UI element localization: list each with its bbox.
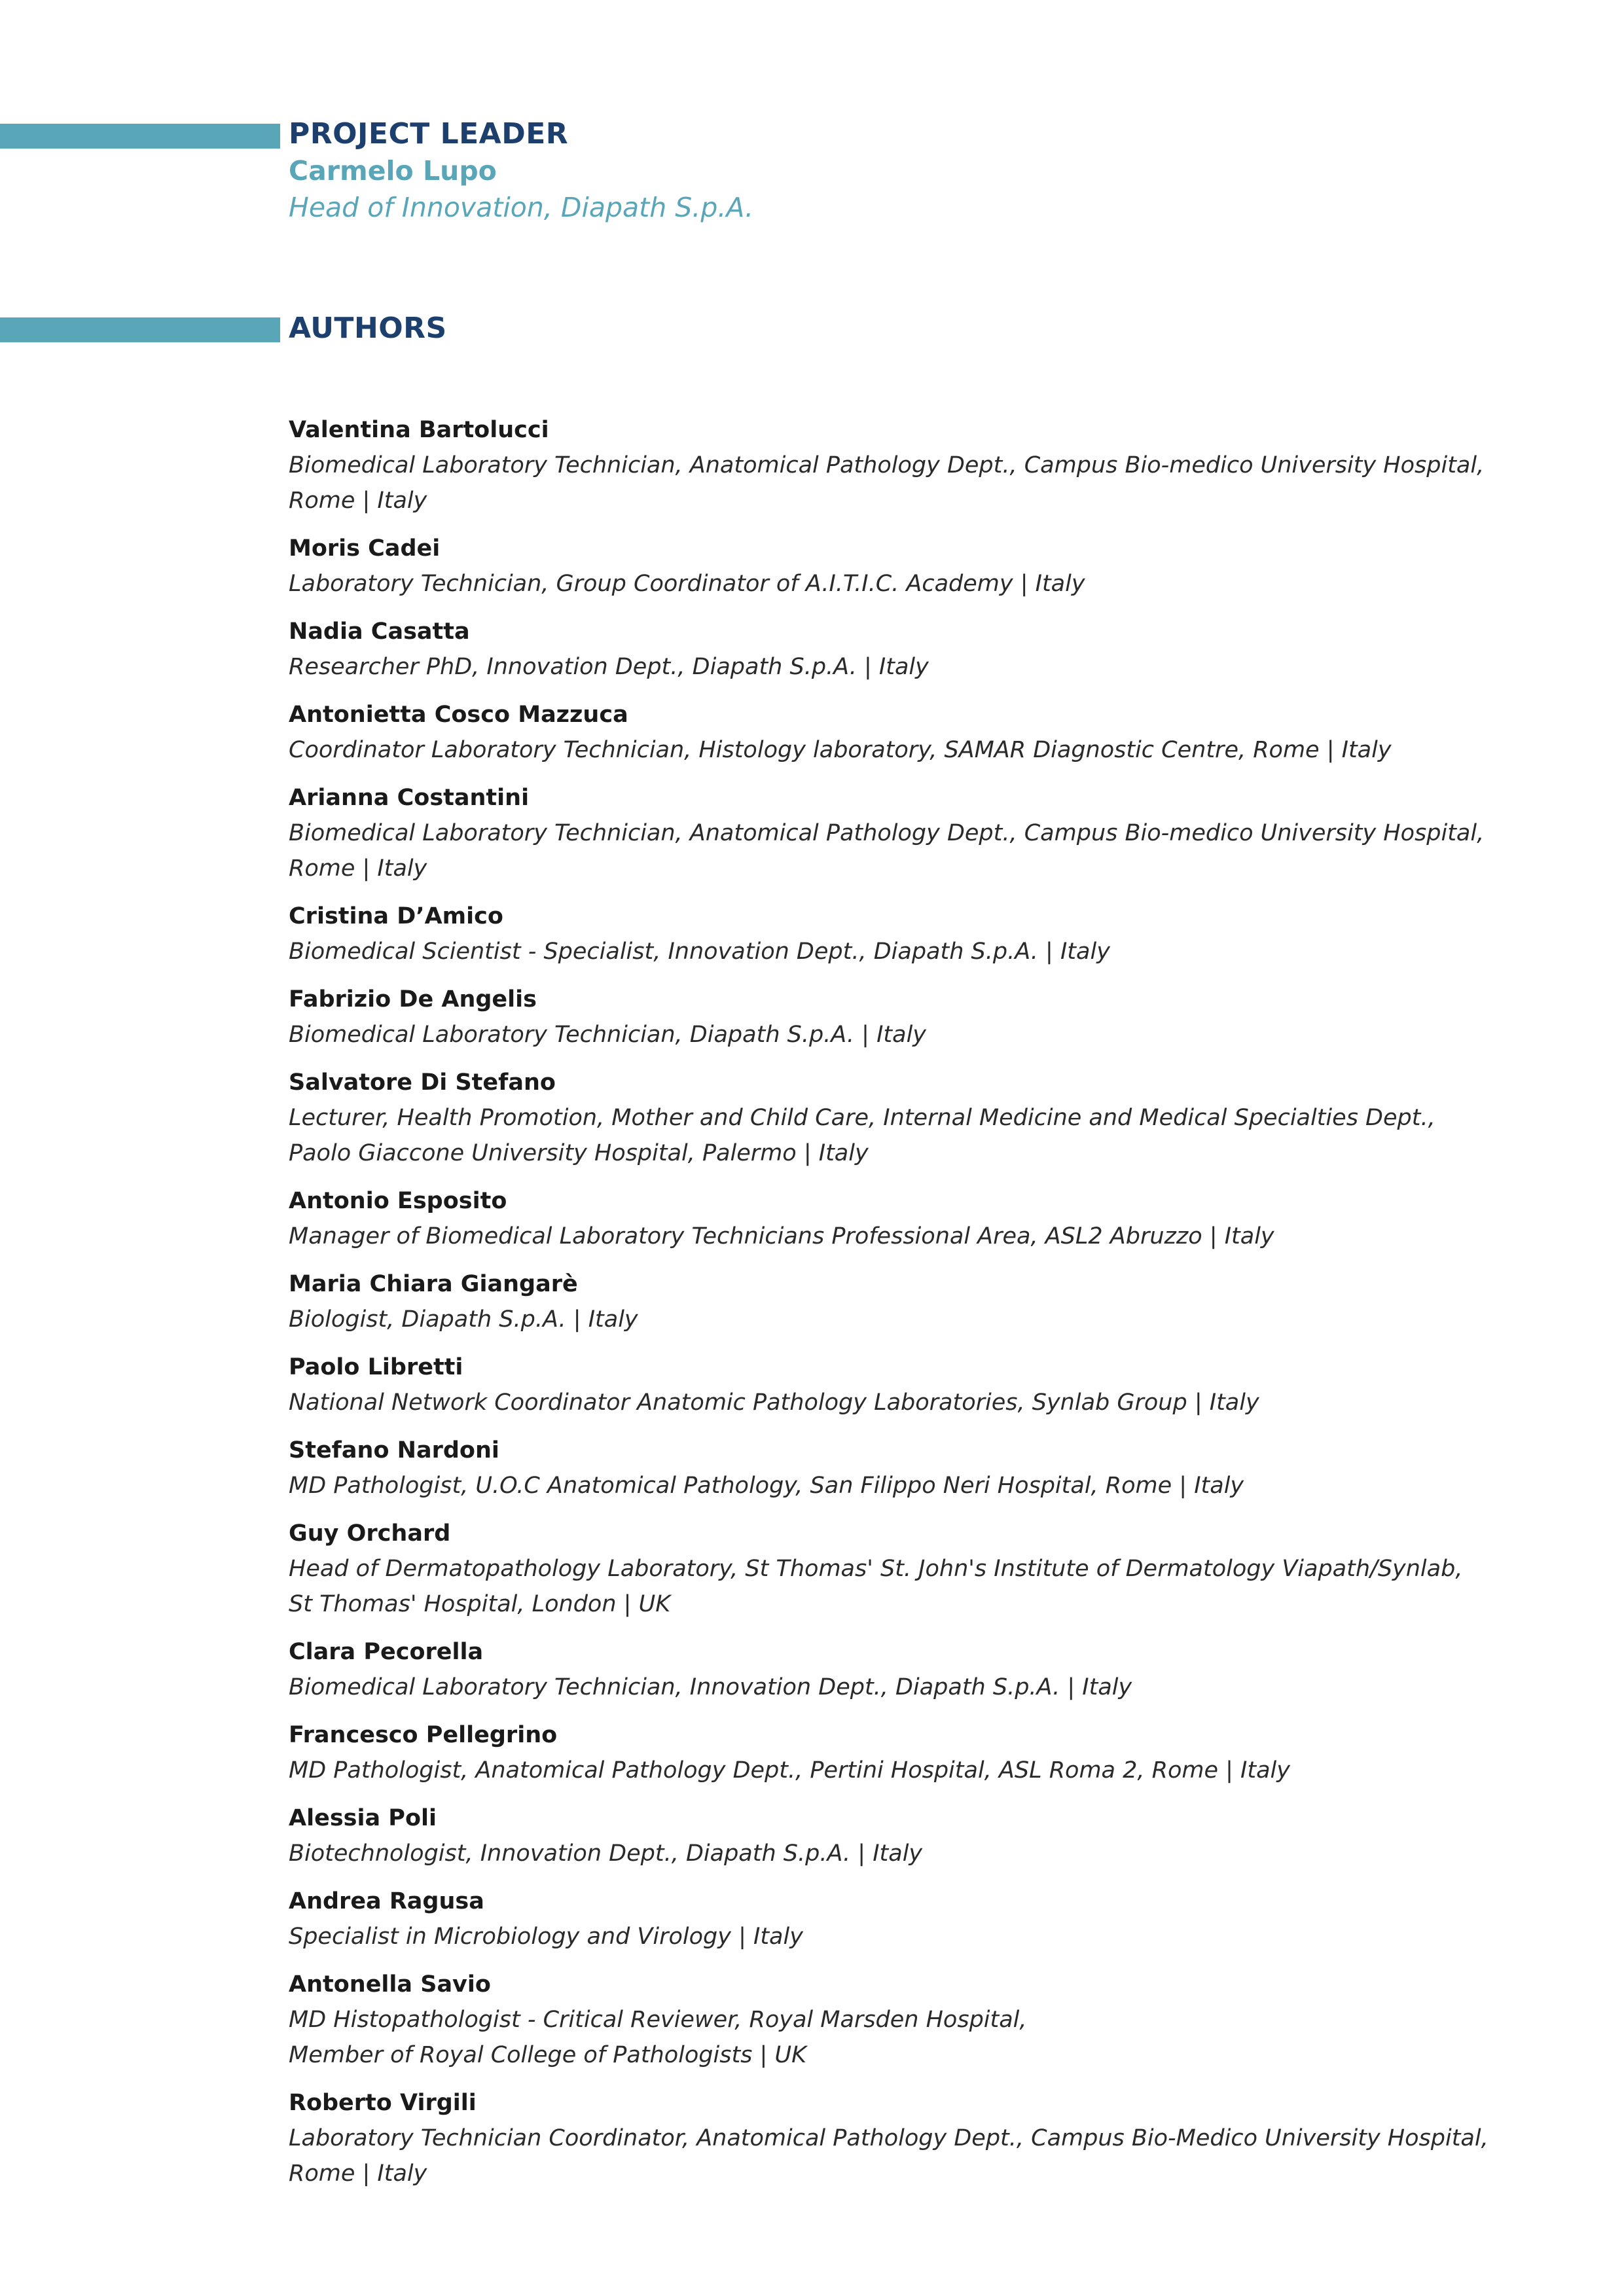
author-entry <box>289 899 1532 969</box>
author-name: Antonella Savio <box>289 1971 491 1998</box>
author-name: Andrea Ragusa <box>289 1888 484 1914</box>
author-name: Stefano Nardoni <box>289 1437 499 1463</box>
author-affiliation: Laboratory Technician, Group Coordinator of A.I.T.I.C. Academy | Italy <box>289 571 1085 597</box>
author-affiliation: Lecturer, Health Promotion, Mother and Child Care, Internal Medicine and Medical Specialties Dept., Paolo Giaccone University Hospital, Palermo | Italy <box>289 1105 1435 1166</box>
author-name: Maria Chiara Giangarè <box>289 1271 578 1297</box>
author-name: Salvatore Di Stefano <box>289 1069 556 1096</box>
author-entry <box>289 1634 1532 1705</box>
author-entry <box>289 1717 1532 1788</box>
author-affiliation: Specialist in Microbiology and Virology | Italy <box>289 1924 803 1950</box>
author-affiliation: Coordinator Laboratory Technician, Histology laboratory, SAMAR Diagnostic Centre, Rome | Italy <box>289 737 1392 763</box>
author-name: Arianna Costantini <box>289 785 530 811</box>
author-name: Guy Orchard <box>289 1520 451 1547</box>
author-affiliation: MD Pathologist, Anatomical Pathology Dept., Pertini Hospital, ASL Roma 2, Rome | Italy <box>289 1757 1290 1784</box>
author-affiliation: Biomedical Laboratory Technician, Innovation Dept., Diapath S.p.A. | Italy <box>289 1674 1132 1700</box>
author-name: Valentina Bartolucci <box>289 417 549 443</box>
author-affiliation: Biologist, Diapath S.p.A. | Italy <box>289 1306 638 1333</box>
author-entry <box>289 1065 1532 1171</box>
author-affiliation: MD Histopathologist - Critical Reviewer, Royal Marsden Hospital, Member of Royal College of Pathologists | UK <box>289 2007 1027 2068</box>
project-leader-heading: PROJECT LEADER <box>289 117 569 151</box>
author-name: Francesco Pellegrino <box>289 1722 558 1748</box>
author-affiliation: Biomedical Laboratory Technician, Anatomical Pathology Dept., Campus Bio-medico University Hospital, Rome | Italy <box>289 452 1485 514</box>
author-name: Fabrizio De Angelis <box>289 986 537 1013</box>
author-affiliation: National Network Coordinator Anatomic Pathology Laboratories, Synlab Group | Italy <box>289 1390 1259 1416</box>
author-entry <box>289 2085 1532 2191</box>
author-entry <box>289 1350 1532 1420</box>
author-entry <box>289 982 1532 1052</box>
author-entry <box>289 1183 1532 1254</box>
author-entry <box>289 1967 1532 2073</box>
author-affiliation: Researcher PhD, Innovation Dept., Diapath S.p.A. | Italy <box>289 654 929 680</box>
author-name: Moris Cadei <box>289 535 441 562</box>
author-entry <box>289 1801 1532 1871</box>
authors-heading: AUTHORS <box>289 312 447 345</box>
author-name: Nadia Casatta <box>289 619 470 645</box>
project-leader-accent-bar <box>0 124 280 149</box>
author-affiliation: Biomedical Laboratory Technician, Diapath S.p.A. | Italy <box>289 1022 927 1048</box>
author-name: Roberto Virgili <box>289 2090 477 2116</box>
author-entry <box>289 1516 1532 1622</box>
project-leader-name: Carmelo Lupo <box>289 155 497 187</box>
author-entry <box>289 614 1532 685</box>
author-affiliation: Head of Dermatopathology Laboratory, St Thomas' St. John's Institute of Dermatology Viapath/Synlab, St Thomas' Hospital, London | UK <box>289 1556 1463 1617</box>
project-leader-role: Head of Innovation, Diapath S.p.A. <box>289 192 754 223</box>
author-affiliation: Manager of Biomedical Laboratory Technicians Professional Area, ASL2 Abruzzo | Italy <box>289 1223 1274 1249</box>
authors-accent-bar <box>0 317 280 342</box>
author-affiliation: MD Pathologist, U.O.C Anatomical Pathology, San Filippo Neri Hospital, Rome | Italy <box>289 1473 1244 1499</box>
author-affiliation: Biotechnologist, Innovation Dept., Diapath S.p.A. | Italy <box>289 1840 923 1867</box>
author-entry <box>289 1884 1532 1954</box>
author-name: Clara Pecorella <box>289 1639 484 1665</box>
author-affiliation: Biomedical Scientist - Specialist, Innovation Dept., Diapath S.p.A. | Italy <box>289 939 1110 965</box>
author-name: Antonio Esposito <box>289 1188 507 1214</box>
author-name: Cristina D’Amico <box>289 903 503 929</box>
author-name: Paolo Libretti <box>289 1354 463 1380</box>
author-affiliation: Laboratory Technician Coordinator, Anatomical Pathology Dept., Campus Bio-Medico University Hospital, Rome | Italy <box>289 2125 1489 2187</box>
author-entry <box>289 412 1532 518</box>
author-affiliation: Biomedical Laboratory Technician, Anatomical Pathology Dept., Campus Bio-medico University Hospital, Rome | Italy <box>289 820 1485 882</box>
author-entry <box>289 780 1532 886</box>
author-entry <box>289 1266 1532 1337</box>
author-name: Alessia Poli <box>289 1805 437 1831</box>
author-entry <box>289 531 1532 601</box>
author-entry <box>289 697 1532 768</box>
author-entry <box>289 1433 1532 1503</box>
authors-list <box>289 412 1532 2204</box>
author-name: Antonietta Cosco Mazzuca <box>289 702 628 728</box>
